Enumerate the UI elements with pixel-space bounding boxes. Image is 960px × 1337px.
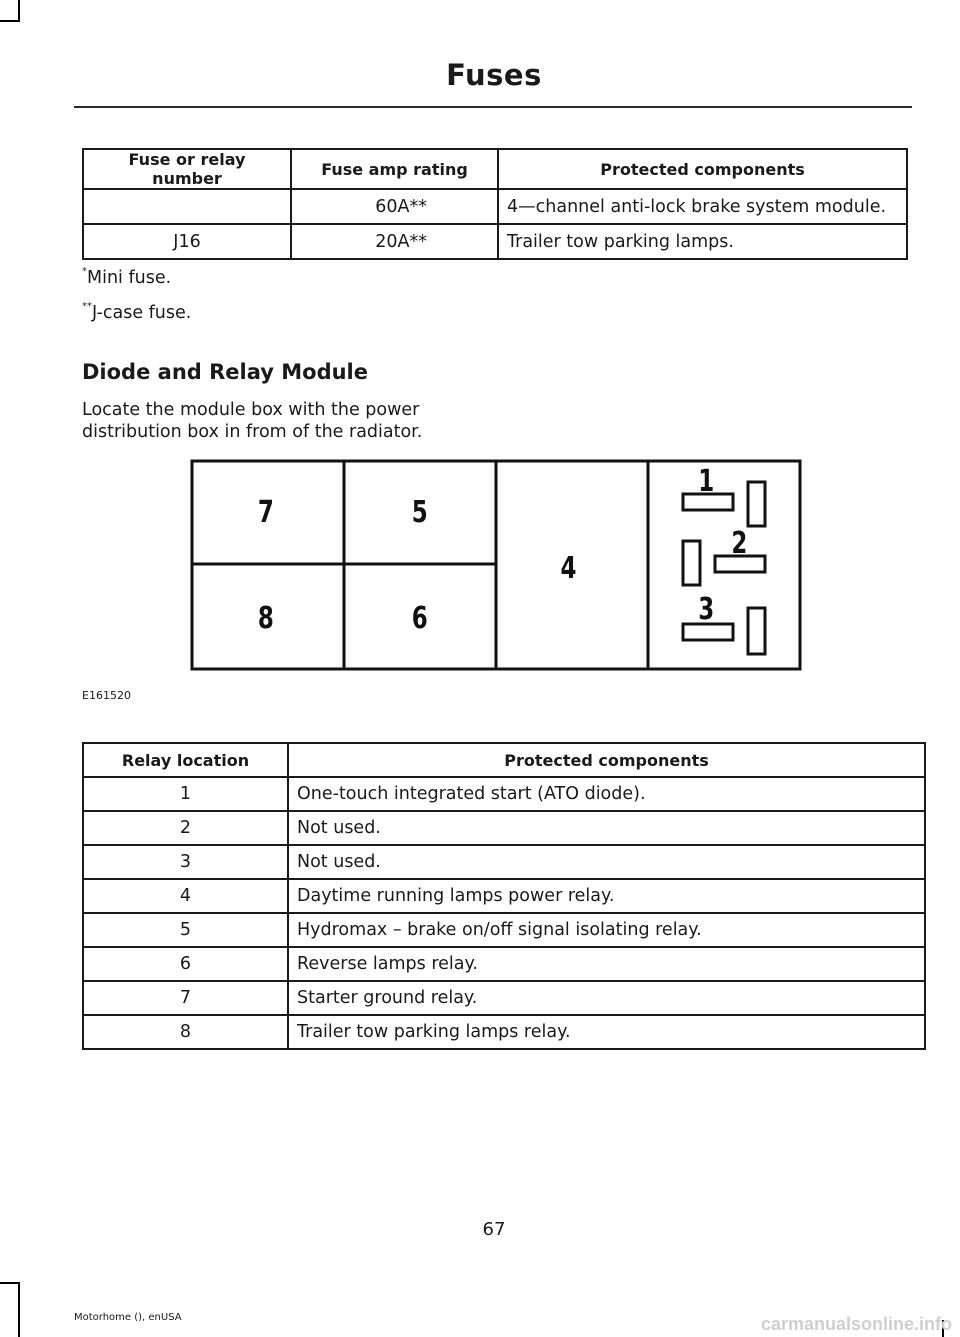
protected-component-cell: Not used.: [288, 811, 925, 845]
relay-label-6: 6: [411, 599, 428, 636]
table-row: [83, 947, 925, 981]
page-number: 67: [482, 1219, 506, 1240]
relay-label-5: 5: [411, 493, 428, 530]
relay-table: [82, 742, 926, 1050]
relay-module-diagram: [186, 455, 806, 677]
table-row: [83, 845, 925, 879]
relay-label-2: 2: [731, 524, 748, 561]
protected-component-cell: Hydromax – brake on/off signal isolating relay.: [288, 913, 925, 947]
relay-label-8: 8: [257, 599, 274, 636]
footnote-text: Mini fuse.: [87, 268, 172, 288]
relay-location-cell: 3: [83, 845, 288, 879]
column-header: Fuse or relay number: [83, 149, 291, 189]
relay-location-cell: 8: [83, 1015, 288, 1049]
protected-component-cell: Starter ground relay.: [288, 981, 925, 1015]
protected-component-cell: Trailer tow parking lamps.: [498, 224, 907, 259]
relay-location-cell: 1: [83, 777, 288, 811]
crop-mark: [0, 1282, 20, 1284]
table-header-row: [83, 743, 925, 777]
protected-component-cell: 4—channel anti-lock brake system module.: [498, 189, 907, 224]
protected-component-cell: Trailer tow parking lamps relay.: [288, 1015, 925, 1049]
protected-component-cell: Reverse lamps relay.: [288, 947, 925, 981]
table-row: [83, 811, 925, 845]
section-heading: Diode and Relay Module: [82, 360, 368, 384]
footnote-mark: **: [82, 301, 92, 312]
figure-id: E161520: [82, 689, 131, 702]
column-header: Protected components: [498, 149, 907, 189]
diode-slot-2-vertical: [683, 541, 700, 585]
footnote-mark: *: [82, 266, 87, 277]
relay-location-cell: 5: [83, 913, 288, 947]
page-title: Fuses: [446, 58, 542, 92]
relay-location-cell: 6: [83, 947, 288, 981]
relay-location-cell: 7: [83, 981, 288, 1015]
diode-slot-1-vertical: [748, 482, 765, 526]
column-header: Relay location: [83, 743, 288, 777]
table-row: [83, 981, 925, 1015]
protected-component-cell: Daytime running lamps power relay.: [288, 879, 925, 913]
protected-component-cell: One-touch integrated start (ATO diode).: [288, 777, 925, 811]
relay-label-4: 4: [560, 549, 577, 586]
table-row: [83, 879, 925, 913]
crop-mark: [18, 0, 20, 22]
table-row: [83, 1015, 925, 1049]
table-row: [83, 224, 907, 259]
fuse-rating-cell: 60A**: [291, 189, 498, 224]
footer-doc-info: Motorhome (), enUSA: [74, 1312, 182, 1323]
footnote-text: J-case fuse.: [92, 303, 192, 323]
relay-label-3: 3: [698, 590, 715, 627]
table-row: [83, 189, 907, 224]
fuse-table: [82, 148, 908, 260]
footnote-j-case-fuse: [82, 303, 191, 323]
crop-mark: [18, 1282, 20, 1337]
watermark: carmanualsonline.info: [760, 1314, 952, 1334]
fuse-number-cell: J16: [83, 224, 291, 259]
title-divider: [74, 106, 912, 108]
relay-location-cell: 4: [83, 879, 288, 913]
table-row: [83, 913, 925, 947]
fuse-number-cell: [83, 189, 291, 224]
relay-label-7: 7: [257, 493, 274, 530]
footnote-mini-fuse: [82, 268, 171, 288]
relay-label-1: 1: [698, 462, 715, 499]
fuse-rating-cell: 20A**: [291, 224, 498, 259]
diode-slot-3-vertical: [748, 608, 765, 654]
crop-mark: [0, 20, 20, 22]
column-header: Fuse amp rating: [291, 149, 498, 189]
table-row: [83, 777, 925, 811]
relay-location-cell: 2: [83, 811, 288, 845]
table-header-row: [83, 149, 907, 189]
column-header: Protected components: [288, 743, 925, 777]
protected-component-cell: Not used.: [288, 845, 925, 879]
intro-paragraph: Locate the module box with the power distribution box in from of the radiator.: [82, 400, 423, 442]
